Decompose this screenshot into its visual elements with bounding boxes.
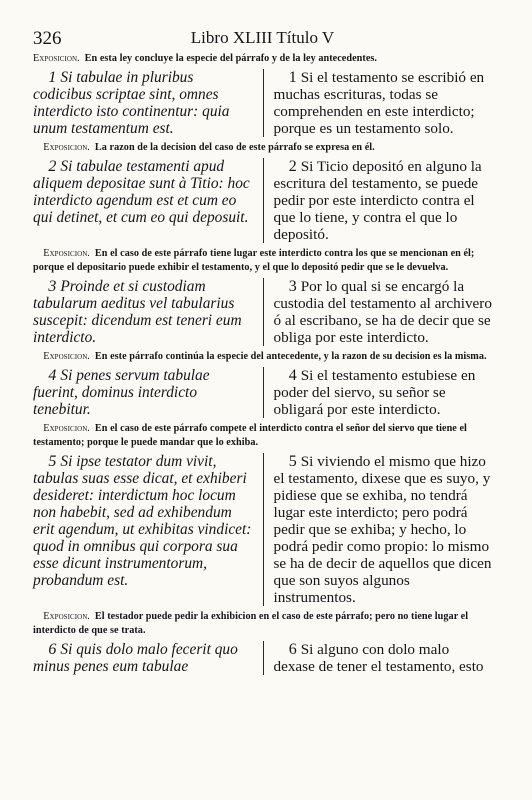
- spanish-text-column: [263, 367, 493, 418]
- spanish-text: Por lo qual si se encargó la custodia del testamento al archivero ó al escribano, se ha de decir que se obliga por este interdicto.: [273, 278, 492, 346]
- section-number: 6: [48, 641, 57, 658]
- sections-container: [33, 69, 492, 675]
- section-number: 1: [48, 69, 57, 86]
- latin-text-column: [33, 453, 263, 606]
- exposition: [33, 610, 492, 638]
- law-section-1: [33, 69, 492, 137]
- section-number: 4: [48, 367, 57, 384]
- section-number: 5: [288, 453, 297, 470]
- section-number: 6: [288, 641, 297, 658]
- law-section-5: [33, 453, 492, 606]
- exposition-text: En esta ley concluye la especie del párrafo y de la ley antecedentes.: [84, 53, 377, 64]
- section-number: 4: [288, 367, 297, 384]
- exposition-text: La razon de la decision del caso de este párrafo se expresa en él.: [94, 142, 375, 153]
- latin-text-column: [33, 69, 263, 137]
- law-section-2: [33, 158, 492, 243]
- latin-text: Si tabulae in pluribus codicibus scriptae sint, omnes interdicto isto continentur: quia unum testamentum est.: [33, 69, 230, 137]
- law-section-6: [33, 641, 492, 675]
- running-title: Libro XLIII Título V: [190, 28, 335, 47]
- exposition-text: En este párrafo continúa la especie del antecedente, y la razon de su decision es la misma.: [94, 351, 487, 362]
- spanish-text-column: [263, 69, 493, 137]
- latin-text: Si tabulae testamenti apud aliquem depositae sunt à Titio: hoc interdicto agendum est et cum eo qui detinet, et cum eo qui deposuit.: [33, 158, 250, 226]
- section-number: 3: [48, 278, 57, 295]
- spanish-text-column: [263, 641, 493, 675]
- exposition-label: Exposicion.: [43, 351, 90, 362]
- exposition-text: En el caso de este párrafo compete el interdicto contra el señor del siervo que tiene el testamento; porque le puede mandar que lo exhiba.: [33, 423, 467, 448]
- section-number: 1: [288, 69, 297, 86]
- spanish-text: Si el testamento se escribió en muchas escrituras, todas se comprehenden en este interdicto; porque es un testamento solo.: [273, 69, 485, 137]
- exposition: [33, 422, 492, 450]
- exposition-label: Exposicion.: [33, 53, 80, 64]
- latin-text: Si penes servum tabulae fuerint, dominus interdicto tenebitur.: [33, 367, 210, 418]
- exposition-label: Exposicion.: [43, 423, 90, 434]
- spanish-text: Si Ticio depositó en alguno la escritura del testamento, se puede pedir por este interdicto contra el que lo tiene, y contra el que lo depositó.: [273, 158, 482, 243]
- exposition-label: Exposicion.: [43, 611, 90, 622]
- exposition-text: En el caso de este párrafo tiene lugar este interdicto contra los que se mencionan en él; porque el depositario puede exhibir el testamento, y el que lo depositó pedir que se le devuelva.: [33, 248, 475, 273]
- exposition: [33, 141, 492, 155]
- spanish-text-column: [263, 278, 493, 346]
- latin-text: Si quis dolo malo fecerit quo minus penes eum tabulae: [33, 641, 238, 675]
- spanish-text: Si alguno con dolo malo dexase de tener el testamento, esto: [273, 641, 484, 675]
- exposition: [33, 350, 492, 364]
- spanish-text-column: [263, 453, 493, 606]
- latin-text-column: [33, 367, 263, 418]
- spanish-text: Si viviendo el mismo que hizo el testamento, dixese que es suyo, y pidiese que se exhiba, no tendrá lugar este interdicto; pero podrá pedir que se exhiba; y hecho, lo podrá pedir como propio: lo mismo se ha de decir de aquellos que dicen que son suyos algunos instrumentos.: [273, 453, 492, 606]
- latin-text-column: [33, 278, 263, 346]
- spanish-text-column: [263, 158, 493, 243]
- law-section-3: [33, 278, 492, 346]
- exposition: [33, 247, 492, 275]
- latin-text: Si ipse testator dum vivit, tabulas suas esse dicat, et exhiberi desideret: interdictum hoc locum non habebit, sed ad exhibendum erit agendum, ut exhibitas vindicet: quod in omnibus qui corpora sua esse dicunt instrumentorum, probandum est.: [33, 453, 252, 589]
- exposition-label: Exposicion.: [43, 142, 90, 153]
- latin-text-column: [33, 641, 263, 675]
- intro-exposition: [33, 52, 492, 66]
- latin-text-column: [33, 158, 263, 243]
- section-number: 2: [288, 158, 297, 175]
- section-number: 2: [48, 158, 57, 175]
- section-number: 3: [288, 278, 297, 295]
- spanish-text: Si el testamento estubiese en poder del siervo, su señor se obligará por este interdicto.: [273, 367, 476, 418]
- law-section-4: [33, 367, 492, 418]
- exposition-label: Exposicion.: [43, 248, 90, 259]
- exposition-text: El testador puede pedir la exhibicion en el caso de este párrafo; pero no tiene lugar el interdicto de que se trata.: [33, 611, 469, 636]
- section-number: 5: [48, 453, 57, 470]
- page-header: [33, 20, 492, 50]
- page-number: 326: [33, 28, 62, 49]
- latin-text: Proinde et si custodiam tabularum aeditus vel tabularius suscepit: dicendum est teneri eum interdicto.: [33, 278, 242, 346]
